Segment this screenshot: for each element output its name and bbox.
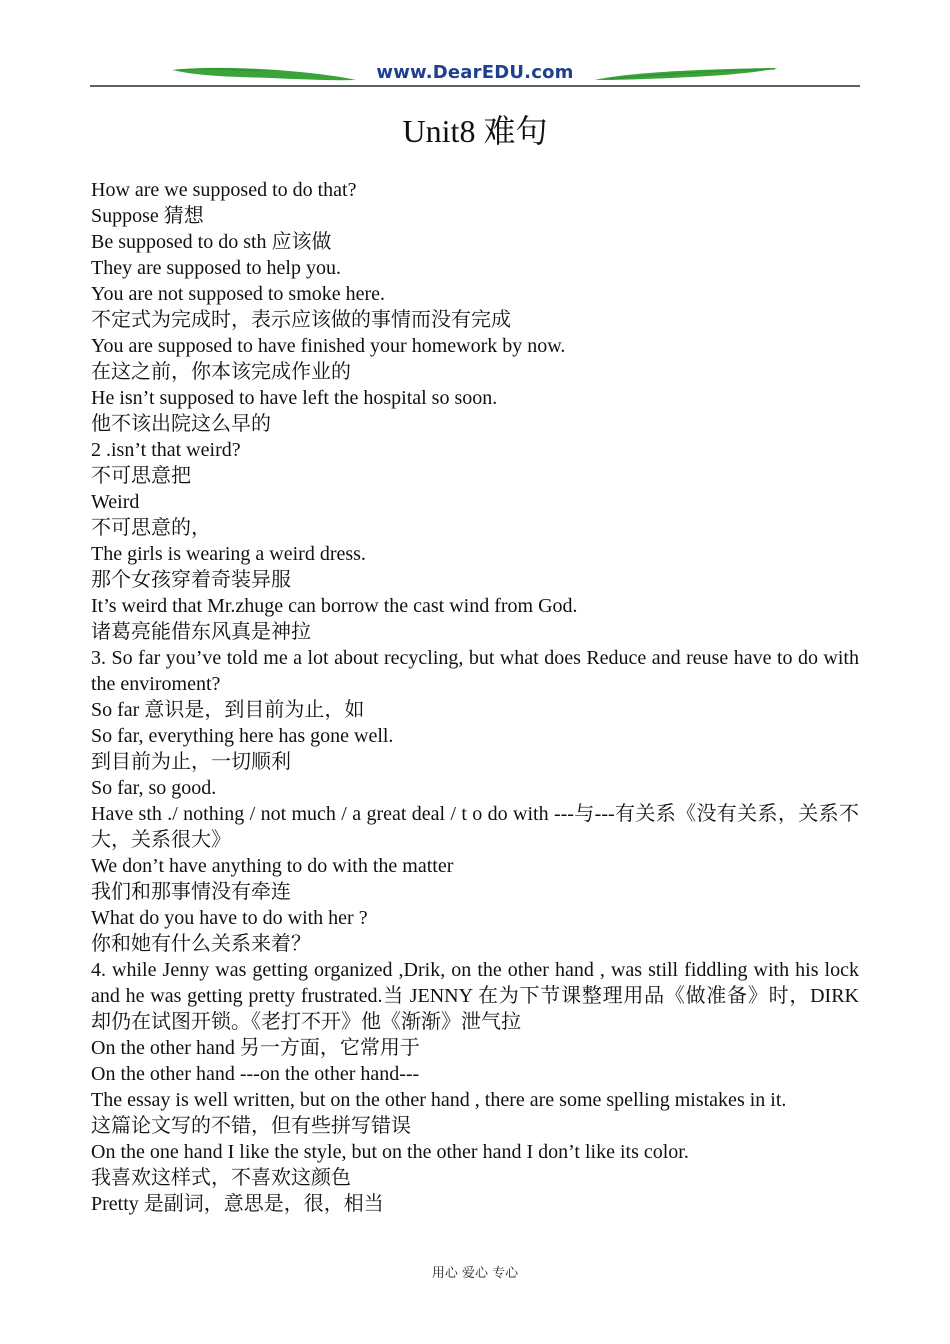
text-line: 在这之前，你本该完成作业的 <box>91 361 351 383</box>
text-line: 4. while Jenny was getting organized ,Drik, on the other hand , was still fiddling with his lock and he was getting pretty frustrated.当 JENNY 在为下节课整理用品《做准备》时，DIRK 却仍在试图开锁。《老打不开》他《渐渐》泄气拉 <box>91 959 859 1033</box>
text-line: You are not supposed to smoke here. <box>91 283 386 305</box>
text-line: 他不该出院这么早的 <box>91 413 271 435</box>
page-title: Unit8 难句 <box>402 113 548 149</box>
text-line: 诸葛亮能借东风真是神拉 <box>91 621 311 643</box>
text-line: How are we supposed to do that? <box>91 179 357 201</box>
text-line: So far 意识是，到目前为止，如 <box>91 699 365 721</box>
text-line: 3. So far you’ve told me a lot about recycling, but what does Reduce and reuse have to do with the enviroment? <box>91 647 859 695</box>
text-line: You are supposed to have finished your homework by now. <box>91 335 566 357</box>
text-line: Be supposed to do sth 应该做 <box>91 231 332 253</box>
text-line: Have sth ./ nothing / not much / a great deal / t o do with ---与---有关系《没有关系，关系不大，关系很大》 <box>91 803 859 851</box>
text-line: Pretty 是副词，意思是，很，相当 <box>91 1193 384 1215</box>
text-line: 我们和那事情没有牵连 <box>91 881 291 903</box>
text-line: He isn’t supposed to have left the hospital so soon. <box>91 387 498 409</box>
text-line: 不定式为完成时，表示应该做的事情而没有完成 <box>91 309 511 331</box>
site-url: www.DearEDU.com <box>376 62 574 83</box>
page-footer: 用心 爱心 专心 <box>431 1266 519 1281</box>
text-line: So far, so good. <box>91 777 217 799</box>
text-line: 那个女孩穿着奇装异服 <box>91 569 291 591</box>
text-line: The girls is wearing a weird dress. <box>91 543 366 565</box>
text-line: 到目前为止，一切顺利 <box>91 751 291 773</box>
text-line: Weird <box>91 491 140 513</box>
document-body <box>91 177 859 1217</box>
text-line: 你和她有什么关系来着？ <box>91 933 311 955</box>
text-line: 不可思意把 <box>91 465 191 487</box>
text-line: They are supposed to help you. <box>91 257 341 279</box>
text-line: 我喜欢这样式，不喜欢这颜色 <box>91 1167 351 1189</box>
text-line: 这篇论文写的不错，但有些拼写错误 <box>91 1115 411 1137</box>
text-line: 不可思意的， <box>91 517 211 539</box>
text-line: The essay is well written, but on the other hand , there are some spelling mistakes in it. <box>91 1089 787 1111</box>
text-line: What do you have to do with her ? <box>91 907 368 929</box>
text-line: It’s weird that Mr.zhuge can borrow the cast wind from God. <box>91 595 578 617</box>
text-line: On the other hand ---on the other hand--- <box>91 1063 420 1085</box>
text-line: So far, everything here has gone well. <box>91 725 394 747</box>
text-line: On the other hand 另一方面，它常用于 <box>91 1037 420 1059</box>
text-line: We don’t have anything to do with the matter <box>91 855 454 877</box>
text-line: 2 .isn’t that weird? <box>91 439 241 461</box>
text-line: On the one hand I like the style, but on the other hand I don’t like its color. <box>91 1141 689 1163</box>
text-line: Suppose 猜想 <box>91 205 204 227</box>
site-header <box>90 58 860 90</box>
